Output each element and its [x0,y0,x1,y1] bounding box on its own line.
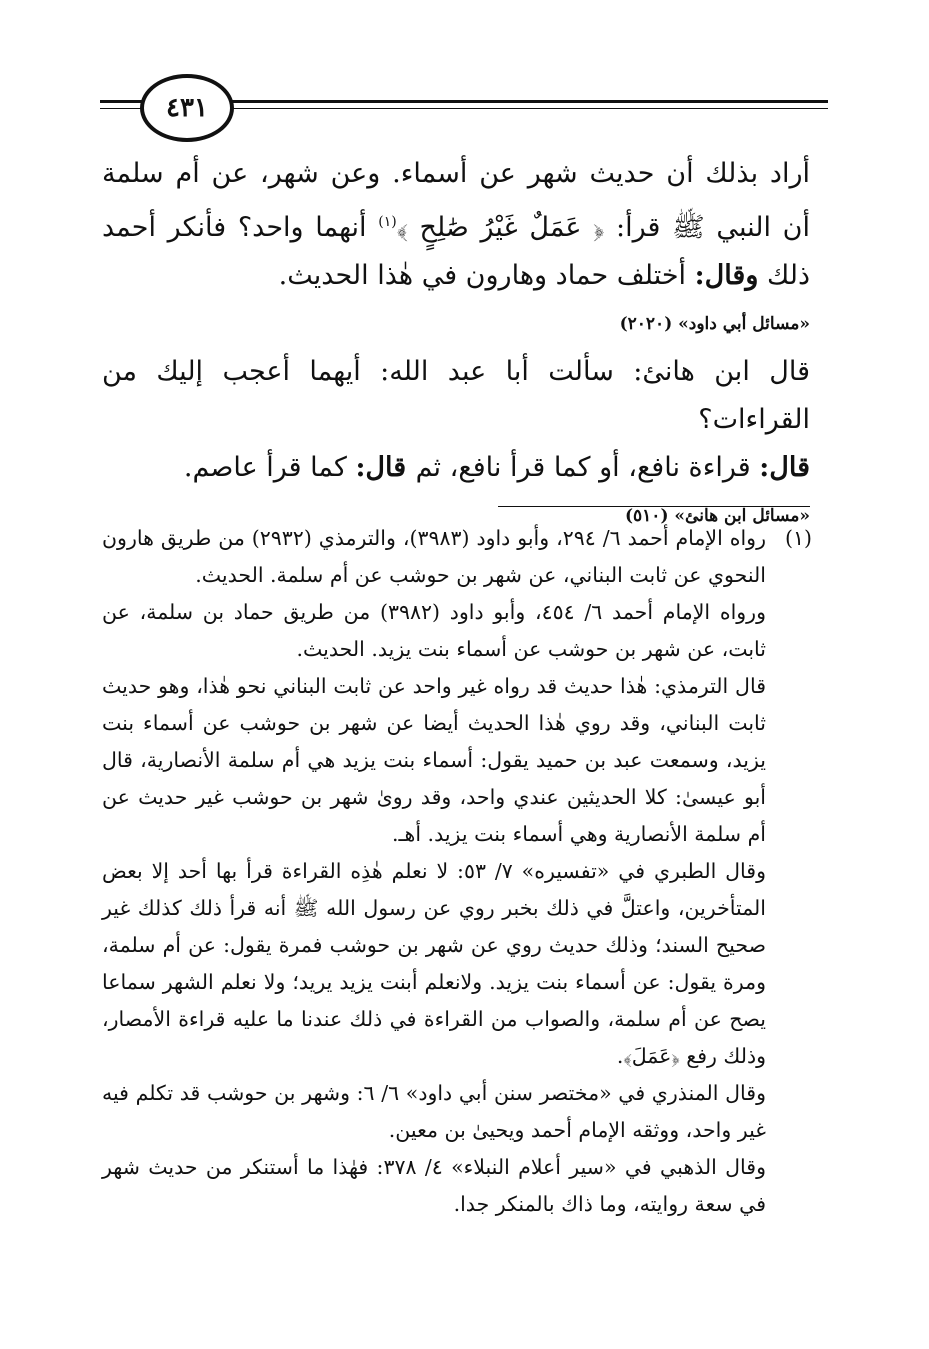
footnote-paragraph: قال الترمذي: هٰذا حديث قد رواه غير واحد عن ثابت البناني نحو هٰذا، وهو حديث ثابت البناني، وقد روي هٰذا الحديث أيضا عن شهر بن حوشب عن أسماء بنت يزيد، وسمعت عبد بن حميد يقول: أسماء بنت يزيد هي أم سلمة الأنصارية، قال أبو عيسىٰ: كلا الحديثين عندي واحد، وقد روىٰ شهر بن حوشب غير حديث عن أم سلمة الأنصارية وهي أسماء بنت يزيد. أهـ. [102,674,766,846]
qal-keyword: وقال: [694,260,759,291]
footnote-paragraph: ورواه الإمام أحمد ٦/ ٤٥٤، وأبو داود (٣٩٨٢) من طريق حماد بن سلمة، عن ثابت، عن شهر بن حوشب عن أسماء بنت يزيد. الحديث. [102,600,766,661]
page-header [100,72,828,142]
footnote-paragraph: وقال الذهبي في «سير أعلام النبلاء» ٤/ ٣٧٨: فهٰذا ما أستنكر من حديث شهر في سعة روايته، وما ذاك بالمنكر جدا. [102,1155,766,1216]
footnote-body [102,520,766,1223]
paragraph [102,150,810,300]
paragraph-text: أراد بذلك أن حديث شهر عن أسماء. وعن شهر، عن أم سلمة أن النبي ﷺ قرأ: ﴿ عَمَلٌ غَيْرُ صَٰلِحٍ ﴾ [102,158,810,243]
page-number: ٤٣١ [140,74,234,142]
footnote-number: (١) [784,526,812,550]
paragraph-text: أنهما واحد؟ فأنكر أحمد ذلك [102,212,810,291]
paragraph [102,444,810,492]
paragraph-text: كما قرأ عاصم. [183,452,356,483]
footnote-reference: (١) [378,214,397,230]
source-citation: «مسائل أبي داود» (٢٠٢٠) [619,314,810,334]
qal-keyword: قال: [355,452,416,483]
main-text [102,150,810,540]
footnote-paragraph: وقال المنذري في «مختصر سنن أبي داود» ٦/ ٦: وشهر بن حوشب قد تكلم فيه غير واحد، ووثقه الإمام أحمد ويحيىٰ بن معين. [102,1081,766,1142]
footnote-separator [498,506,810,507]
paragraph-text: قراءة نافع، أو كما قرأ نافع، ثم [415,452,760,483]
qal-keyword: قال: [759,452,810,483]
paragraph-text: أختلف حماد وهارون في هٰذا الحديث. [278,260,695,291]
footnote-paragraph: رواه الإمام أحمد ٦/ ٢٩٤، وأبو داود (٣٩٨٣)، والترمذي (٢٩٣٢) من طريق هارون النحوي عن ثابت البناني، عن شهر بن حوشب عن أم سلمة. الحديث. [102,526,766,587]
paragraph: قال ابن هانئ: سألت أبا عبد الله: أيهما أعجب إليك من القراءات؟ [102,356,810,435]
footnote-paragraph: وقال الطبري في «تفسيره» ٧/ ٥٣: لا نعلم هٰذِه القراءة قرأ بها أحد إلا بعض المتأخرين، واعتلَّ في ذلك بخبر روي عن رسول الله ﷺ أنه قرأ ذلك كذلك غير صحيح السند؛ وذلك حديث روي عن شهر بن حوشب فمرة يقول: عن أم سلمة، ومرة يقول: عن أسماء بنت يزيد. ولانعلم أبنت يزيد يريد؛ ولا نعلم الشهر سماعا يصح عن أم سلمة، والصواب من القراءة في ذلك عندنا ما عليه قراءة الأمصار، وذلك رفع ﴿عَمَلَ﴾. [102,859,766,1068]
source-citation: «مسائل ابن هانئ» (٥١٠) [625,506,810,526]
footnotes [102,520,810,1223]
